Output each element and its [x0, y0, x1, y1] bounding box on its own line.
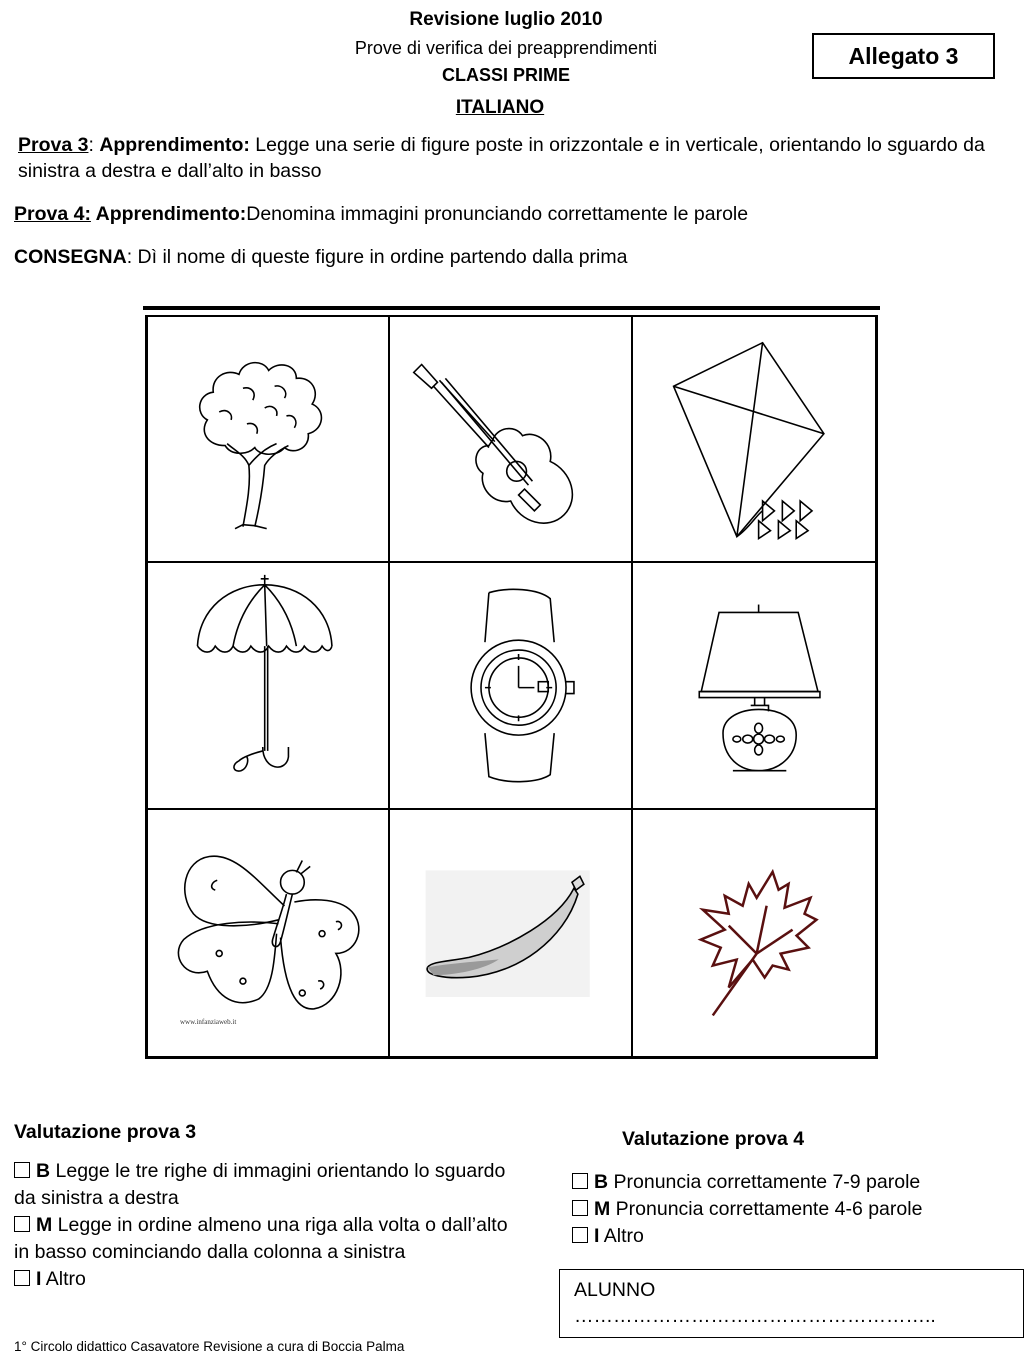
- picture-grid: [145, 315, 878, 1059]
- lamp-icon: [633, 563, 875, 807]
- option-text: Altro: [41, 1268, 86, 1290]
- watch-icon: [390, 563, 630, 807]
- option-code: M: [36, 1214, 53, 1236]
- prova3-text: Legge una serie di figure poste in orizzontale e in verticale, orientando lo sguardo da sinistra a destra e dall’alto in basso: [18, 134, 985, 182]
- cell-leaf: [633, 810, 875, 1056]
- valutazione3-option-b: [14, 1158, 524, 1212]
- option-text: Pronuncia correttamente 7-9 parole: [608, 1171, 921, 1193]
- cell-guitar: [390, 317, 632, 563]
- cell-watch: [390, 563, 632, 809]
- subject-title: ITALIANO: [455, 97, 545, 118]
- kite-icon: [633, 317, 875, 561]
- checkbox[interactable]: [572, 1200, 588, 1216]
- header-revision: Revisione luglio 2010: [409, 9, 603, 30]
- checkbox[interactable]: [14, 1162, 30, 1178]
- grid-top-rule: [143, 306, 880, 310]
- consegna-text: : Dì il nome di queste figure in ordine partendo dalla prima: [126, 246, 628, 268]
- allegato-label: Allegato 3: [848, 42, 959, 69]
- checkbox[interactable]: [14, 1270, 30, 1286]
- option-code: B: [36, 1160, 51, 1182]
- alunno-name-field[interactable]: ………………………………………………..: [574, 1305, 936, 1327]
- consegna-paragraph: [14, 244, 1009, 270]
- option-text: Altro: [599, 1225, 644, 1247]
- valutazione4-option-b: [572, 1169, 1012, 1196]
- cell-butterfly: [148, 810, 390, 1056]
- leaf-icon: [633, 810, 875, 1056]
- header-subtitle: Prove di verifica dei preapprendimenti: [354, 38, 658, 58]
- prova3-label2: Apprendimento:: [99, 134, 250, 156]
- valutazione3-option-m: [14, 1212, 524, 1266]
- valutazione3-title: Valutazione prova 3: [14, 1121, 197, 1143]
- option-text: Legge in ordine almeno una riga alla volta o dall’alto in basso cominciando dalla colonna a sinistra: [14, 1214, 508, 1263]
- option-code: M: [594, 1198, 611, 1220]
- prova4-paragraph: [14, 201, 1009, 227]
- option-code: I: [594, 1225, 600, 1247]
- cell-tree: [148, 317, 390, 563]
- cell-banana: [390, 810, 632, 1056]
- option-code: I: [36, 1268, 42, 1290]
- cell-umbrella: [148, 563, 390, 809]
- prova3-sep: :: [88, 134, 100, 156]
- umbrella-icon: [148, 563, 388, 807]
- valutazione4-option-i: [572, 1223, 1012, 1250]
- cell-lamp: [633, 563, 875, 809]
- alunno-box: [559, 1269, 1024, 1338]
- consegna-label: CONSEGNA: [14, 246, 127, 268]
- option-text: Legge le tre righe di immagini orientando lo sguardo da sinistra a destra: [14, 1160, 506, 1209]
- prova3-paragraph: [18, 132, 1013, 184]
- watermark-text: www.infanziaweb.it: [180, 1017, 237, 1026]
- valutazione4-option-m: [572, 1196, 1012, 1223]
- checkbox[interactable]: [14, 1216, 30, 1232]
- valutazione3-option-i: [14, 1266, 524, 1293]
- option-text: Pronuncia correttamente 4-6 parole: [610, 1198, 923, 1220]
- prova4-text: Denomina immagini pronunciando correttamente le parole: [246, 203, 749, 225]
- checkbox[interactable]: [572, 1227, 588, 1243]
- valutazione3-options: [14, 1158, 524, 1293]
- valutazione4-title: Valutazione prova 4: [622, 1128, 805, 1150]
- prova3-label: Prova 3: [18, 134, 89, 156]
- header-classes: CLASSI PRIME: [441, 65, 570, 85]
- cell-kite: [633, 317, 875, 563]
- banana-icon: [390, 810, 630, 1056]
- guitar-icon: [390, 317, 630, 561]
- prova4-label: Prova 4:: [14, 203, 91, 225]
- prova4-label2: Apprendimento:: [90, 203, 247, 225]
- valutazione4-options: [572, 1169, 1012, 1250]
- option-code: B: [594, 1171, 609, 1193]
- tree-icon: [148, 317, 388, 561]
- allegato-box: [812, 33, 995, 79]
- alunno-label: ALUNNO: [574, 1279, 656, 1301]
- checkbox[interactable]: [572, 1173, 588, 1189]
- footer-text: 1° Circolo didattico Casavatore Revisione a cura di Boccia Palma: [14, 1339, 405, 1354]
